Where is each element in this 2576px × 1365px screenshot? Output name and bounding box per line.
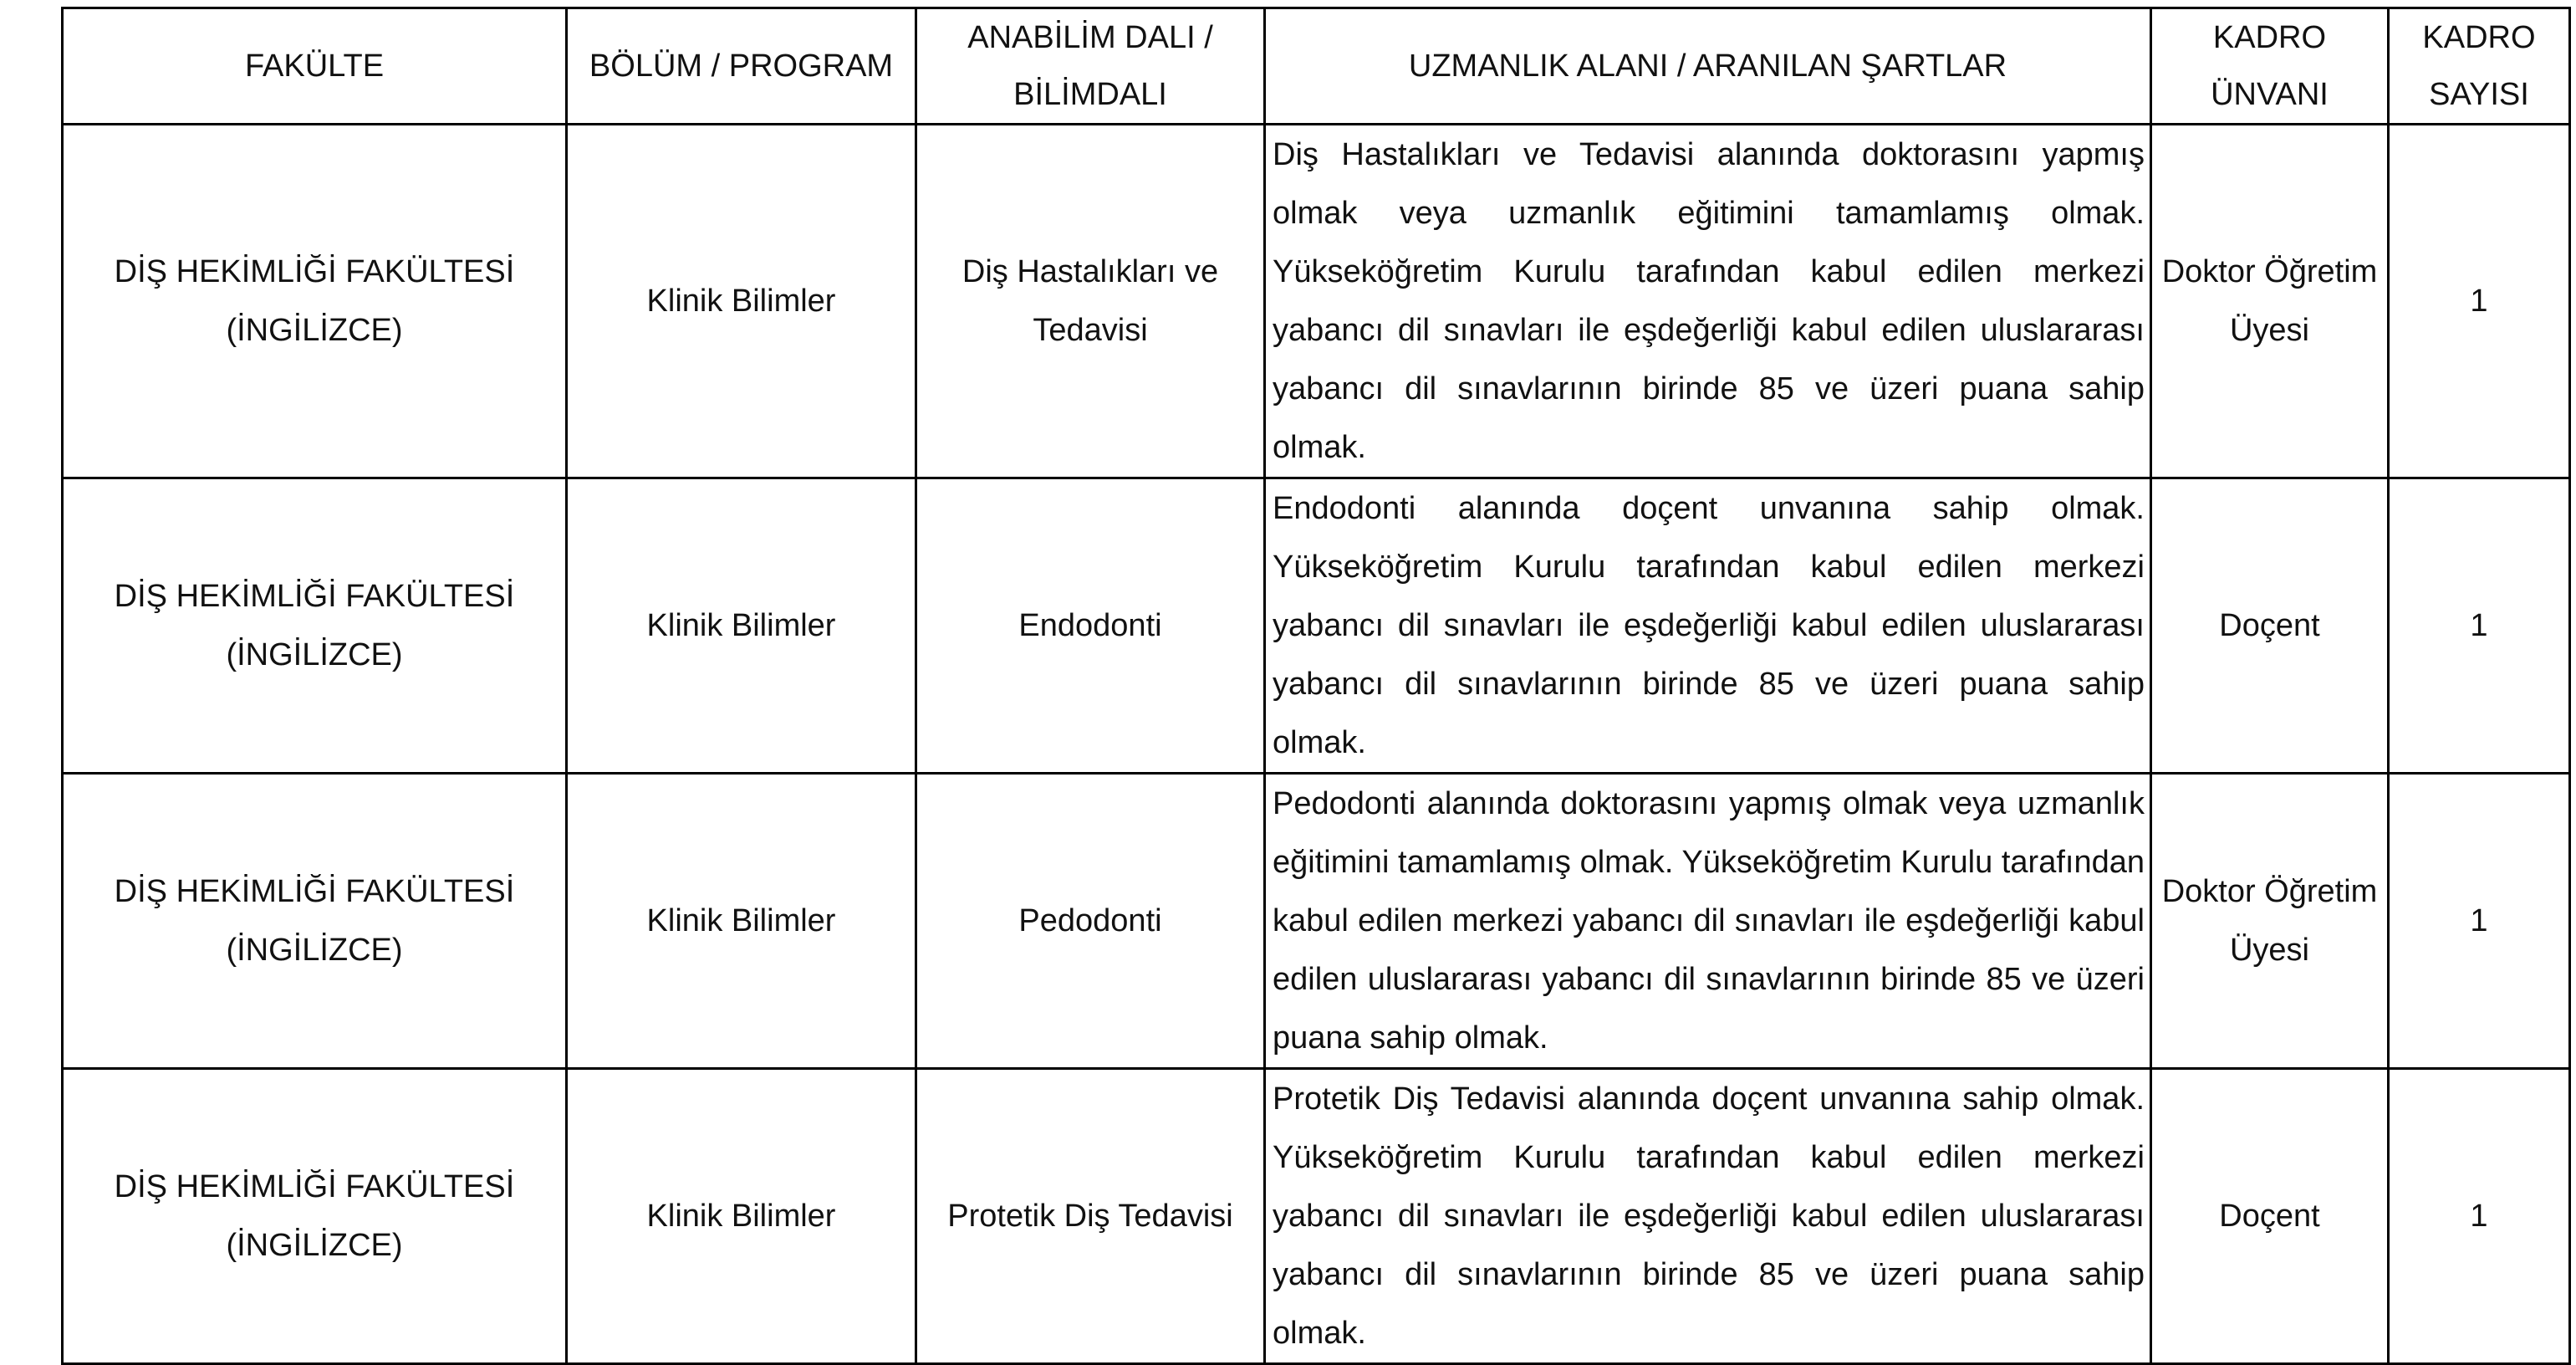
header-count: KADRO SAYISI (2389, 8, 2570, 125)
title-cell: Doktor Öğretim Üyesi (2151, 125, 2389, 478)
positions-table (61, 7, 2571, 1365)
division-cell: Diş Hastalıkları ve Tedavisi (916, 125, 1265, 478)
table-row (63, 478, 2570, 774)
header-department: BÖLÜM / PROGRAM (567, 8, 916, 125)
faculty-cell: DİŞ HEKİMLİĞİ FAKÜLTESİ (İNGİLİZCE) (63, 774, 567, 1069)
count-cell: 1 (2389, 1069, 2570, 1364)
requirements-cell: Endodonti alanında doçent unvanına sahip olmak. Yükseköğretim Kurulu tarafından kabul edilen merkezi yabancı dil sınavları ile eşdeğerliği kabul edilen uluslararası yabancı dil sınavlarının birinde 85 ve üzeri puana sahip olmak. (1265, 478, 2151, 774)
header-division: ANABİLİM DALI / BİLİMDALI (916, 8, 1265, 125)
faculty-cell: DİŞ HEKİMLİĞİ FAKÜLTESİ (İNGİLİZCE) (63, 125, 567, 478)
department-cell: Klinik Bilimler (567, 478, 916, 774)
header-requirements: UZMANLIK ALANI / ARANILAN ŞARTLAR (1265, 8, 2151, 125)
requirements-cell: Protetik Diş Tedavisi alanında doçent unvanına sahip olmak. Yükseköğretim Kurulu tarafından kabul edilen merkezi yabancı dil sınavları ile eşdeğerliği kabul edilen uluslararası yabancı dil sınavlarının birinde 85 ve üzeri puana sahip olmak. (1265, 1069, 2151, 1364)
division-cell: Pedodonti (916, 774, 1265, 1069)
count-cell: 1 (2389, 774, 2570, 1069)
faculty-cell: DİŞ HEKİMLİĞİ FAKÜLTESİ (İNGİLİZCE) (63, 1069, 567, 1364)
title-cell: Doçent (2151, 1069, 2389, 1364)
count-cell: 1 (2389, 478, 2570, 774)
header-row (63, 8, 2570, 125)
header-title: KADRO ÜNVANI (2151, 8, 2389, 125)
count-cell: 1 (2389, 125, 2570, 478)
department-cell: Klinik Bilimler (567, 774, 916, 1069)
table-row (63, 1069, 2570, 1364)
faculty-cell: DİŞ HEKİMLİĞİ FAKÜLTESİ (İNGİLİZCE) (63, 478, 567, 774)
table-row (63, 125, 2570, 478)
division-cell: Protetik Diş Tedavisi (916, 1069, 1265, 1364)
requirements-cell: Diş Hastalıkları ve Tedavisi alanında doktorasını yapmış olmak veya uzmanlık eğitimini tamamlamış olmak. Yükseköğretim Kurulu tarafından kabul edilen merkezi yabancı dil sınavları ile eşdeğerliği kabul edilen uluslararası yabancı dil sınavlarının birinde 85 ve üzeri puana sahip olmak. (1265, 125, 2151, 478)
title-cell: Doçent (2151, 478, 2389, 774)
division-cell: Endodonti (916, 478, 1265, 774)
requirements-cell: Pedodonti alanında doktorasını yapmış olmak veya uzmanlık eğitimini tamamlamış olmak. Yükseköğretim Kurulu tarafından kabul edilen merkezi yabancı dil sınavları ile eşdeğerliği kabul edilen uluslararası yabancı dil sınavlarının birinde 85 ve üzeri puana sahip olmak. (1265, 774, 2151, 1069)
title-cell: Doktor Öğretim Üyesi (2151, 774, 2389, 1069)
header-faculty: FAKÜLTE (63, 8, 567, 125)
department-cell: Klinik Bilimler (567, 1069, 916, 1364)
department-cell: Klinik Bilimler (567, 125, 916, 478)
table-row (63, 774, 2570, 1069)
